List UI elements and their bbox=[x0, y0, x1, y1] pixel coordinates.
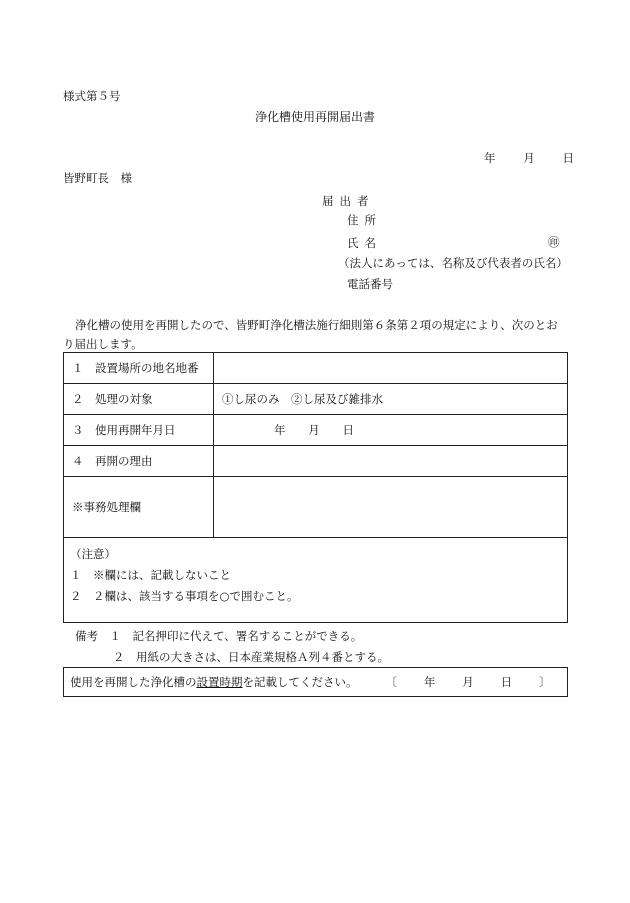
row-label-reason: ４ 再開の理由 bbox=[64, 446, 214, 477]
name-label: 氏名 bbox=[347, 236, 382, 250]
restart-day: 日 bbox=[342, 423, 354, 437]
notes-heading: （注意） bbox=[70, 547, 116, 561]
bottom-text-pre: 使用を再開した浄化槽の bbox=[70, 675, 197, 689]
seal-mark: ㊞ bbox=[548, 235, 560, 249]
row-label-restart-date: ３ 使用再開年月日 bbox=[64, 415, 214, 446]
table-row bbox=[64, 384, 568, 415]
table-row bbox=[64, 538, 568, 623]
close-bracket: 〕 bbox=[539, 675, 551, 689]
installation-date-field[interactable] bbox=[386, 674, 551, 690]
notes-cell bbox=[64, 538, 568, 623]
reason-field[interactable] bbox=[214, 446, 568, 477]
applicant-label: 届出者 bbox=[322, 194, 375, 208]
bottom-text-underlined: 設置時期 bbox=[196, 675, 243, 689]
restart-date-parts bbox=[274, 422, 354, 438]
table-row bbox=[64, 477, 568, 538]
row-label-treatment: ２ 処理の対象 bbox=[64, 384, 214, 415]
table-row bbox=[64, 446, 568, 477]
date-year: 年 bbox=[484, 151, 496, 165]
form-number: 様式第５号 bbox=[63, 89, 121, 103]
install-day: 日 bbox=[500, 675, 513, 689]
form-table bbox=[63, 352, 568, 623]
table-row bbox=[64, 415, 568, 446]
row-label-location: １ 設置場所の地名地番 bbox=[64, 353, 214, 384]
installation-period-box bbox=[63, 667, 568, 697]
remarks-line-2: ２ 用紙の大きさは、日本産業規格Ａ列４番とする。 bbox=[113, 650, 389, 664]
bottom-text-post: を記載してください。 bbox=[242, 675, 358, 689]
restart-year: 年 bbox=[274, 423, 286, 437]
restart-date-field[interactable] bbox=[214, 415, 568, 446]
notes-line-1: １ ※欄には、記載しないこと bbox=[70, 568, 231, 582]
remarks-line-1: 備考 １ 記名押印に代えて、署名することができる。 bbox=[75, 629, 363, 643]
date-month: 月 bbox=[523, 151, 535, 165]
date-day: 日 bbox=[562, 151, 574, 165]
submission-date bbox=[484, 150, 574, 166]
open-bracket: 〔 bbox=[385, 675, 397, 689]
addressee: 皆野町長 様 bbox=[63, 171, 132, 185]
notes-line-2: ２ ２欄は、該当する事項を○で囲むこと。 bbox=[70, 589, 299, 603]
row-label-office-use: ※事務処理欄 bbox=[64, 477, 214, 538]
location-field[interactable] bbox=[214, 353, 568, 384]
phone-label: 電話番号 bbox=[347, 277, 393, 291]
office-use-field bbox=[214, 477, 568, 538]
install-month: 月 bbox=[462, 675, 474, 689]
address-label: 住所 bbox=[347, 213, 382, 227]
body-text: 浄化槽の使用を再開したので、皆野町浄化槽法施行細則第６条第２項の規定により、次のとおり届出します。 bbox=[63, 318, 558, 351]
corporation-note: （法人にあっては、名称及び代表者の氏名） bbox=[338, 256, 568, 270]
install-year: 年 bbox=[423, 675, 436, 689]
document-title: 浄化槽使用再開届出書 bbox=[254, 110, 375, 124]
table-row bbox=[64, 353, 568, 384]
treatment-options[interactable]: ①し尿のみ ②し尿及び雑排水 bbox=[214, 384, 568, 415]
restart-month: 月 bbox=[308, 423, 320, 437]
